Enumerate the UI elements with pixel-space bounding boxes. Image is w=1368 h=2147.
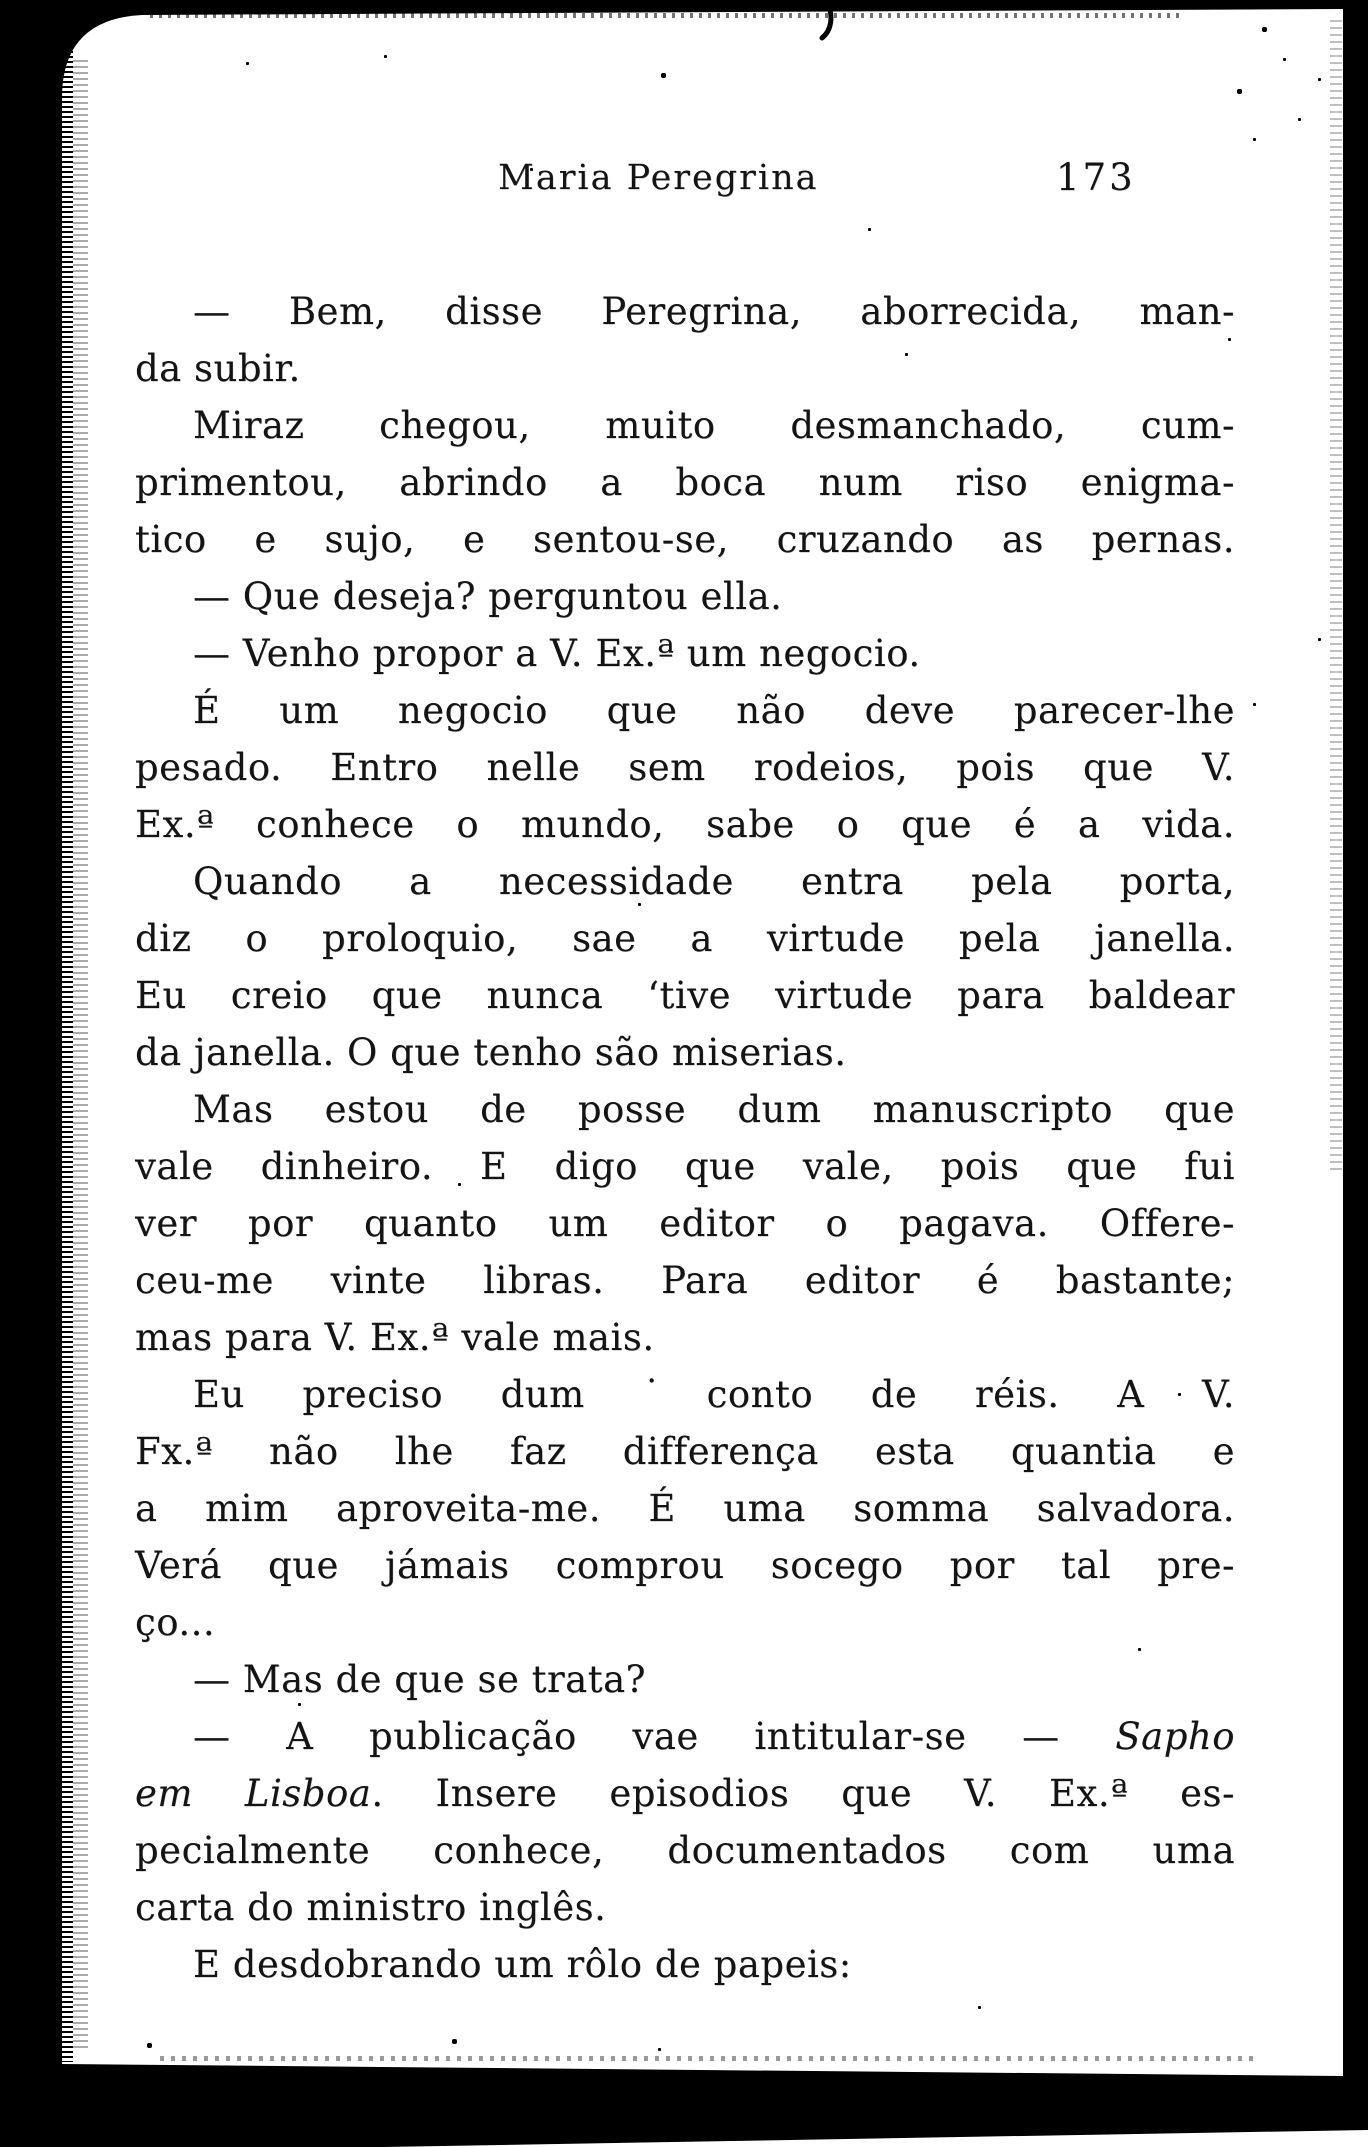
- text-segment: — Que deseja? perguntou ella.: [193, 575, 783, 618]
- text-line: [135, 1822, 1235, 1879]
- text-line: [135, 1537, 1235, 1594]
- text-segment: da janella. O que tenho são miserias.: [135, 1031, 847, 1074]
- text-line: [135, 910, 1235, 967]
- page-number: 173: [1056, 156, 1136, 199]
- text-line: [135, 682, 1235, 739]
- text-line: [135, 340, 1235, 397]
- italic-text-segment: Sapho: [1115, 1715, 1235, 1758]
- text-line: [135, 454, 1235, 511]
- running-header: [0, 0, 1368, 199]
- text-line: [135, 511, 1235, 568]
- page-text: [135, 283, 1235, 1993]
- text-line: [135, 1879, 1235, 1936]
- text-segment: — A publicação vae intitular-se —: [193, 1715, 1116, 1758]
- text-segment: diz o proloquio, sae a virtude pela janella.: [135, 917, 1235, 960]
- text-segment: mas para V. Ex.ª vale mais.: [135, 1316, 655, 1359]
- text-segment: pecialmente conhece, documentados com uma: [135, 1829, 1235, 1872]
- text-line: [135, 283, 1235, 340]
- text-segment: ver por quanto um editor o pagava. Offere-: [135, 1202, 1235, 1245]
- text-line: [135, 1423, 1235, 1480]
- text-segment: . Insere episodios que V. Ex.ª es-: [371, 1772, 1236, 1815]
- text-segment: pesado. Entro nelle sem rodeios, pois que V.: [135, 746, 1235, 789]
- text-line: [135, 739, 1235, 796]
- text-line: [135, 1252, 1235, 1309]
- text-line: [135, 1765, 1235, 1822]
- text-line: [135, 1309, 1235, 1366]
- text-line: [135, 625, 1235, 682]
- text-segment: — Mas de que se trata?: [193, 1658, 646, 1701]
- text-line: [135, 1366, 1235, 1423]
- text-segment: Quando a necessidade entra pela porta,: [193, 860, 1235, 903]
- text-segment: vale dinheiro. E digo que vale, pois que fui: [135, 1145, 1235, 1188]
- text-line: [135, 397, 1235, 454]
- text-segment: a mim aproveita-me. É uma somma salvadora.: [135, 1487, 1235, 1530]
- text-line: [135, 853, 1235, 910]
- text-segment: E desdobrando um rôlo de papeis:: [193, 1943, 852, 1986]
- text-line: [135, 1024, 1235, 1081]
- text-segment: tico e sujo, e sentou-se, cruzando as pernas.: [135, 518, 1235, 561]
- text-line: [135, 796, 1235, 853]
- text-line: [135, 1081, 1235, 1138]
- text-line: [135, 1936, 1235, 1993]
- text-line: [135, 1651, 1235, 1708]
- text-segment: — Venho propor a V. Ex.ª um negocio.: [193, 632, 921, 675]
- text-line: [135, 1195, 1235, 1252]
- text-segment: É um negocio que não deve parecer-lhe: [193, 689, 1235, 732]
- text-line: [135, 568, 1235, 625]
- italic-text-segment: em Lisboa: [135, 1772, 372, 1815]
- text-segment: primentou, abrindo a boca num riso enigma-: [135, 461, 1235, 504]
- text-segment: Eu preciso dum ˙conto de réis. A V.: [193, 1373, 1235, 1416]
- running-header-title: Maria Peregrina: [498, 158, 819, 198]
- text-segment: Ex.ª conhece o mundo, sabe o que é a vida.: [135, 803, 1235, 846]
- text-line: [135, 1480, 1235, 1537]
- text-line: [135, 967, 1235, 1024]
- text-segment: Fx.ª não lhe faz differença esta quantia e: [135, 1430, 1235, 1473]
- text-segment: Eu creio que nunca ʻtive virtude para baldear: [135, 974, 1235, 1017]
- text-line: [135, 1708, 1235, 1765]
- text-segment: — Bem, disse Peregrina, aborrecida, man-: [193, 290, 1235, 333]
- text-segment: ço...: [135, 1601, 216, 1644]
- text-line: [135, 1138, 1235, 1195]
- text-segment: Mas estou de posse dum manuscripto que: [193, 1088, 1235, 1131]
- text-segment: da subir.: [135, 347, 301, 390]
- text-line: [135, 1594, 1235, 1651]
- text-segment: Miraz chegou, muito desmanchado, cum-: [193, 404, 1235, 447]
- text-segment: carta do ministro inglês.: [135, 1886, 607, 1929]
- text-segment: ceu-me vinte libras. Para editor é bastante;: [135, 1259, 1235, 1302]
- text-segment: Verá que jámais comprou socego por tal pre-: [135, 1544, 1235, 1587]
